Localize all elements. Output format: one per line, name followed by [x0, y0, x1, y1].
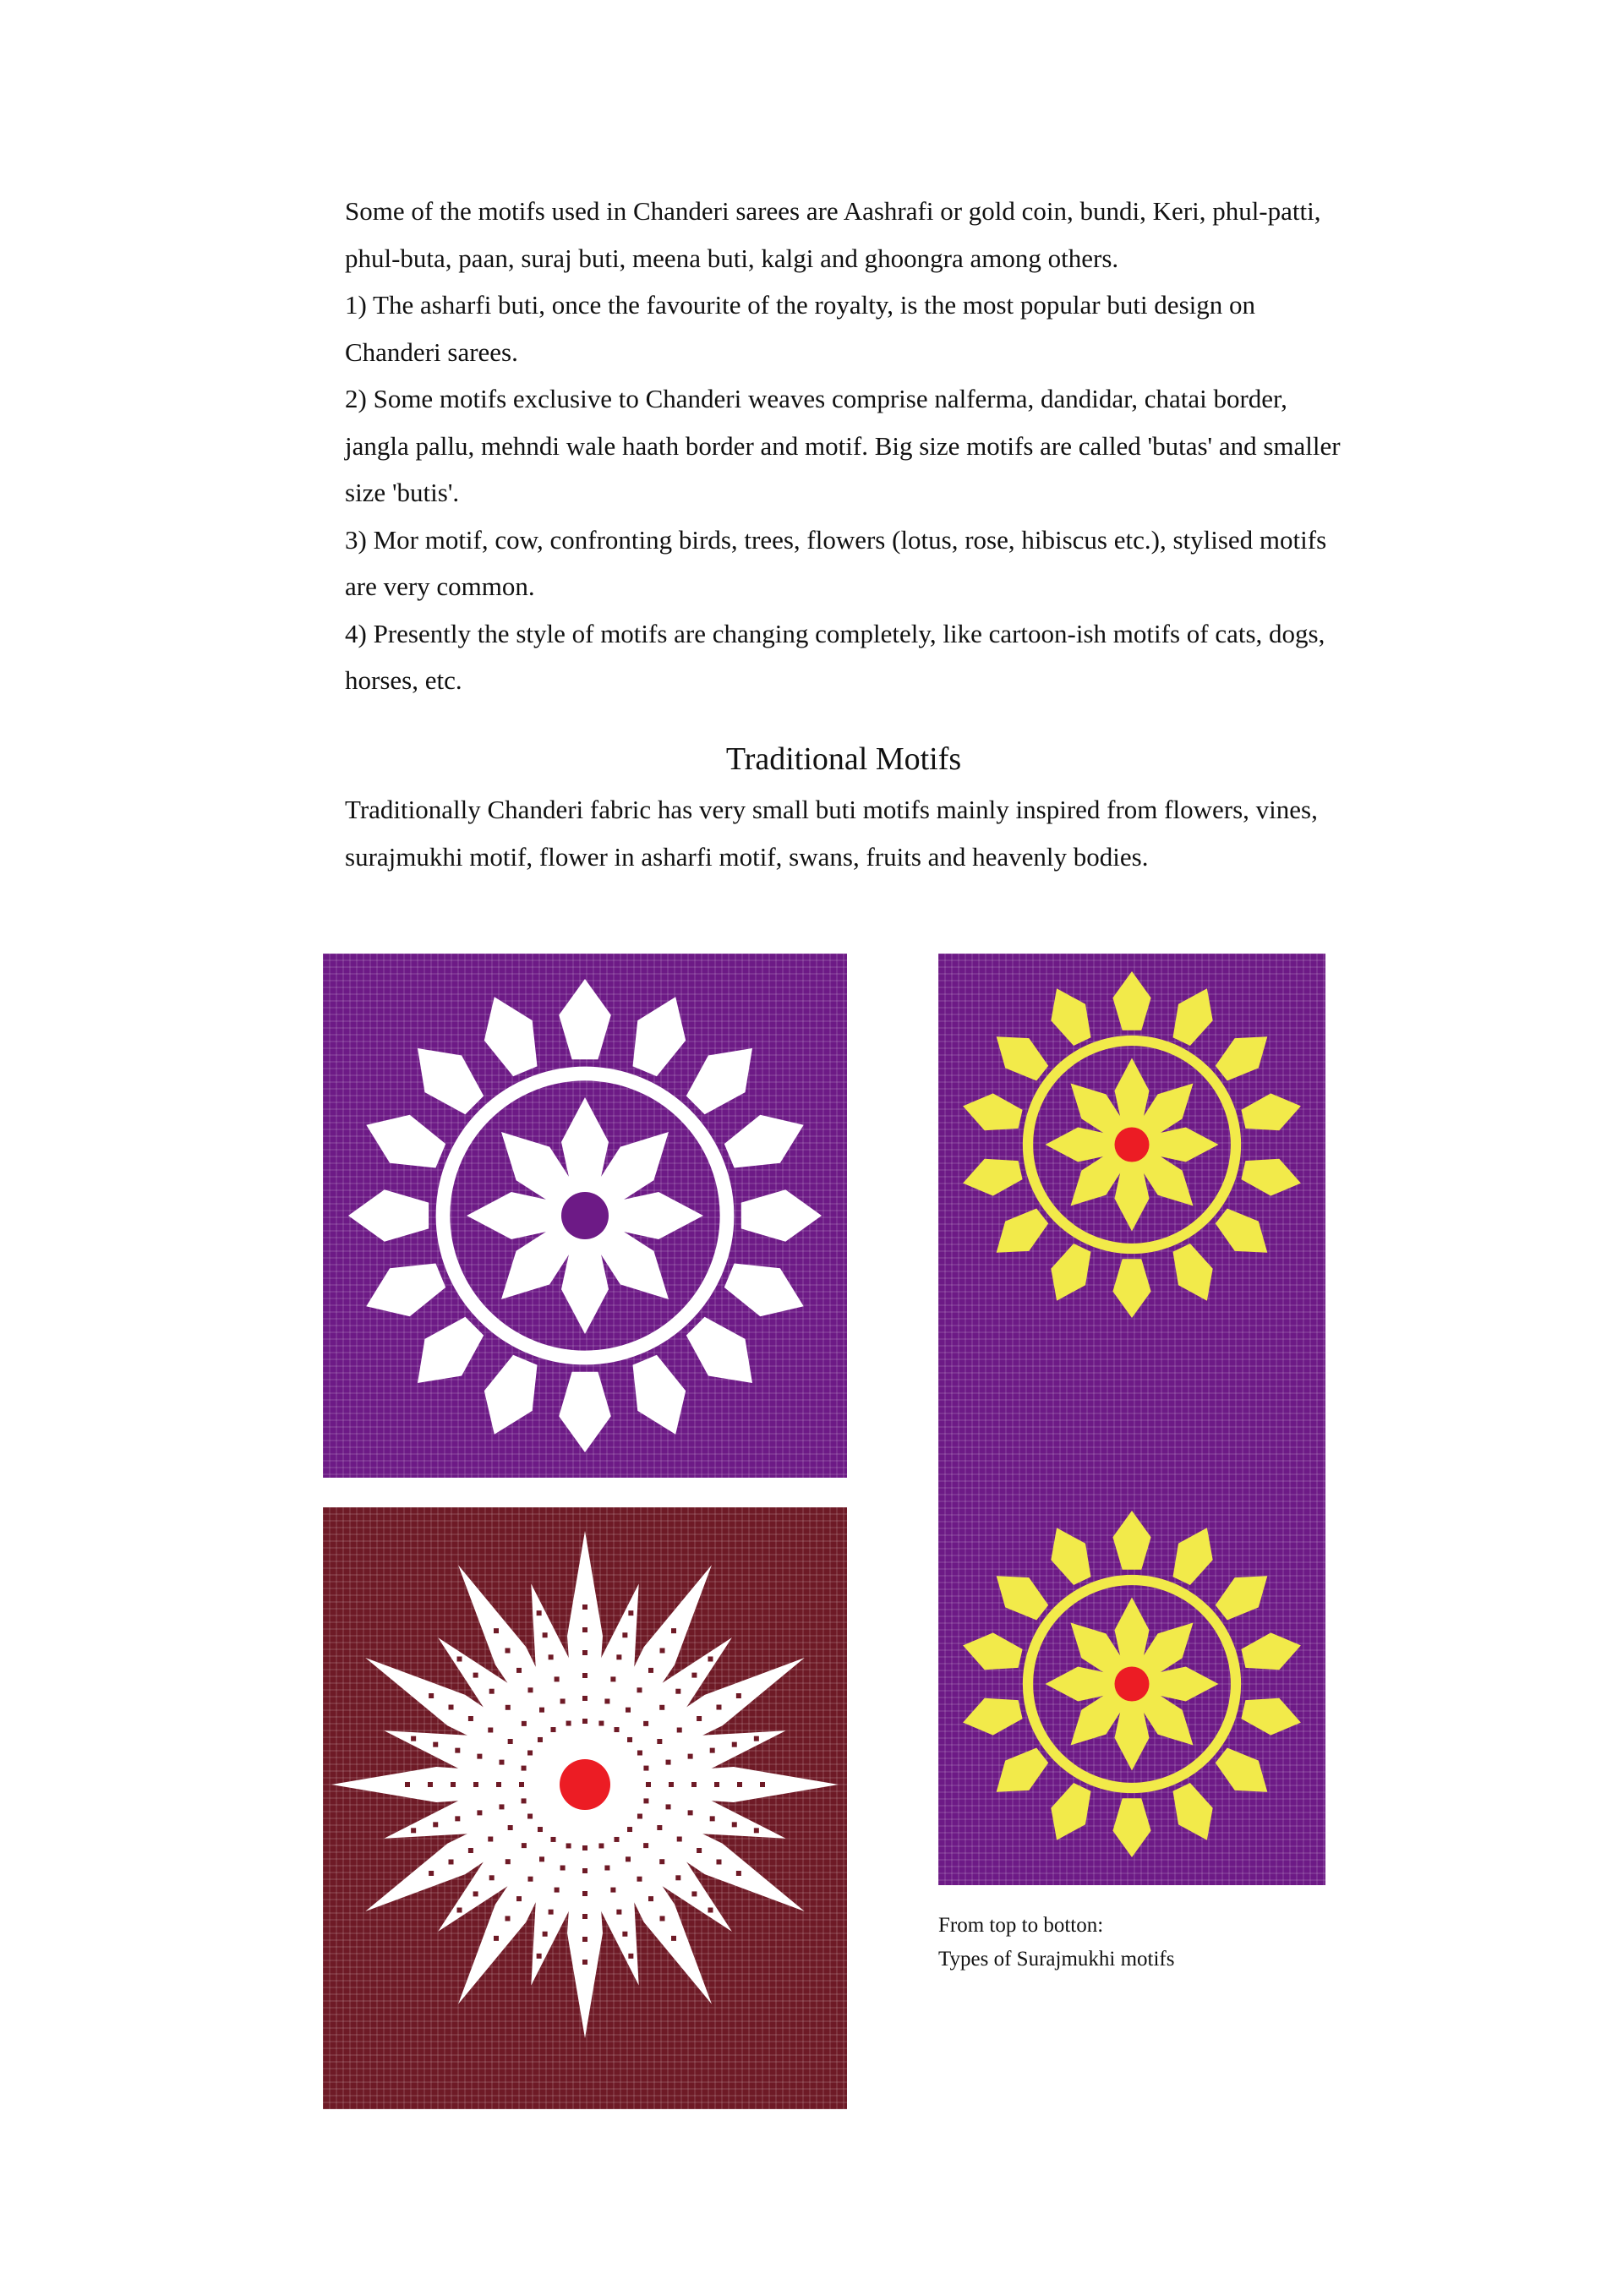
flower-motif [348, 979, 822, 1452]
intro-paragraph: Some of the motifs used in Chanderi sarees are Aashrafi or gold coin, bundi, Keri, phul-patti, phul-buta, paan, suraj buti, meena buti, kalgi and ghoongra among others. [345, 196, 1321, 273]
surajmukhi-motif-yellow-on-purple [938, 954, 1325, 1885]
section-text: Traditionally Chanderi fabric has very small buti motifs mainly inspired from flowers, vines, surajmukhi motif, flower in asharfi motif, swans, fruits and heavenly bodies. [345, 795, 1318, 872]
intro-point-1: 1) The asharfi buti, once the favourite of the royalty, is the most popular buti design on Chanderi sarees. [345, 290, 1255, 367]
surajmukhi-motif-white-on-maroon [323, 1507, 847, 2109]
figure-caption-line-2: Types of Surajmukhi motifs [938, 1948, 1175, 1971]
surajmukhi-motif-white-on-purple [323, 954, 847, 1478]
intro-point-3: 3) Mor motif, cow, confronting birds, trees, flowers (lotus, rose, hibiscus etc.), stylised motifs are very common. [345, 524, 1327, 601]
figure-caption-line-1: From top to botton: [938, 1914, 1104, 1937]
section-heading: Traditional Motifs [725, 741, 962, 777]
intro-point-2: 2) Some motifs exclusive to Chanderi weaves comprise nalferma, dandidar, chatai border, jangla pallu, mehndi wale haath border and motif. Big size motifs are called 'butas' and smaller size 'butis'. [345, 384, 1341, 507]
intro-point-4: 4) Presently the style of motifs are changing completely, like cartoon-ish motifs of cats, dogs, horses, etc. [345, 618, 1325, 695]
figure-caption [938, 1909, 1293, 1976]
intro-text [345, 188, 1342, 704]
